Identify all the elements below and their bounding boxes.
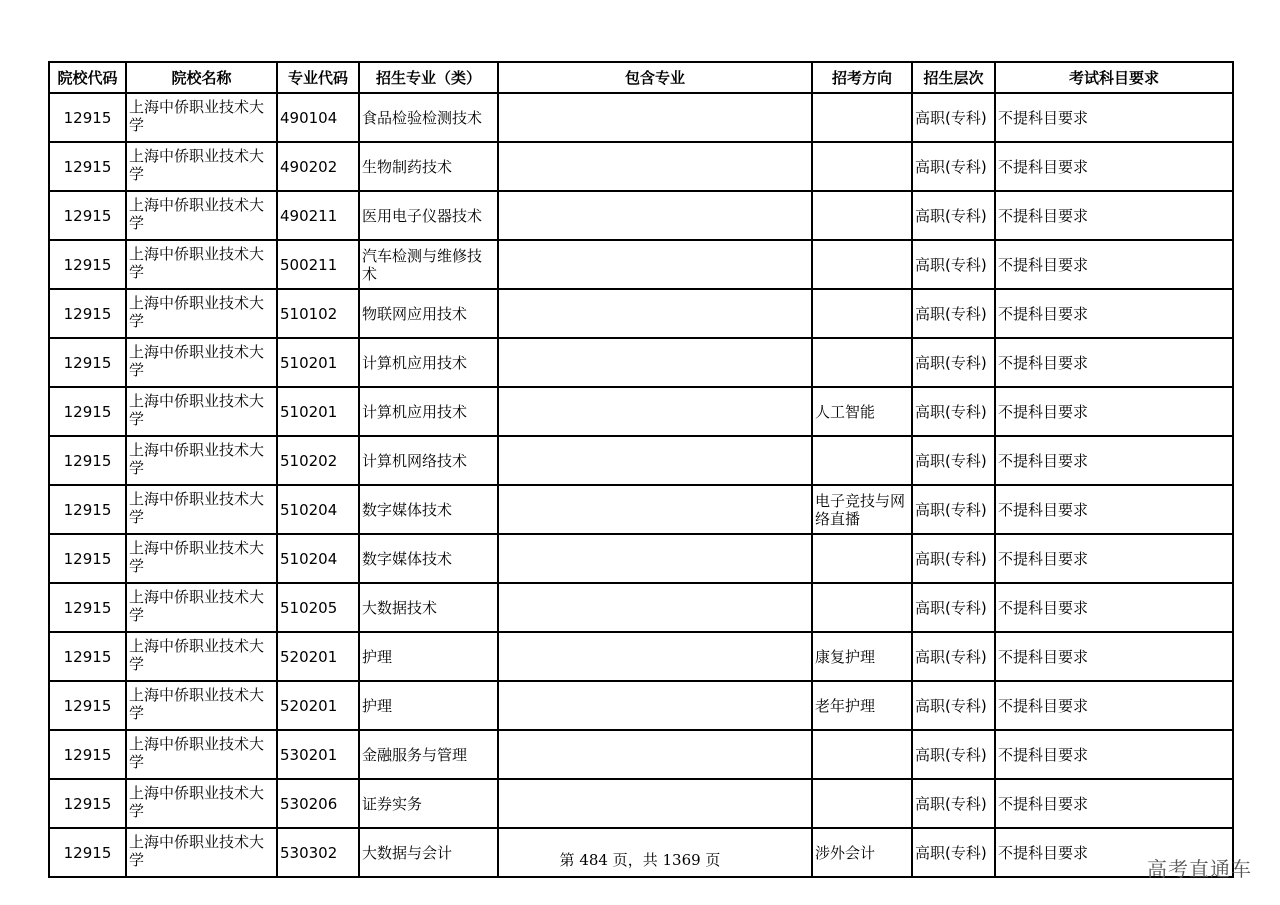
table-row (49, 240, 1233, 289)
cell-direction (812, 779, 912, 828)
cell-direction (812, 534, 912, 583)
cell-major: 医用电子仪器技术 (359, 191, 498, 240)
cell-included-majors (498, 632, 812, 681)
cell-requirement: 不提科目要求 (995, 828, 1233, 877)
cell-requirement: 不提科目要求 (995, 779, 1233, 828)
cell-major: 食品检验检测技术 (359, 93, 498, 142)
cell-major-code: 510201 (277, 387, 359, 436)
cell-major: 护理 (359, 681, 498, 730)
cell-level: 高职(专科) (912, 289, 995, 338)
cell-school-name: 上海中侨职业技术大学 (126, 338, 277, 387)
cell-included-majors (498, 289, 812, 338)
cell-direction (812, 289, 912, 338)
table-row (49, 779, 1233, 828)
header-requirement: 考试科目要求 (995, 62, 1233, 93)
cell-school-name: 上海中侨职业技术大学 (126, 779, 277, 828)
cell-major: 护理 (359, 632, 498, 681)
cell-requirement: 不提科目要求 (995, 387, 1233, 436)
cell-major: 计算机网络技术 (359, 436, 498, 485)
cell-requirement: 不提科目要求 (995, 240, 1233, 289)
cell-school-name: 上海中侨职业技术大学 (126, 534, 277, 583)
cell-major-code: 490211 (277, 191, 359, 240)
header-major: 招生专业（类） (359, 62, 498, 93)
table-row (49, 534, 1233, 583)
cell-major-code: 500211 (277, 240, 359, 289)
cell-major-code: 490202 (277, 142, 359, 191)
page-footer: 第 484 页，共 1369 页 (559, 851, 721, 869)
cell-requirement: 不提科目要求 (995, 338, 1233, 387)
cell-level: 高职(专科) (912, 191, 995, 240)
cell-school-name: 上海中侨职业技术大学 (126, 93, 277, 142)
cell-school-name: 上海中侨职业技术大学 (126, 289, 277, 338)
cell-direction (812, 436, 912, 485)
cell-requirement: 不提科目要求 (995, 485, 1233, 534)
cell-school-code: 12915 (49, 338, 126, 387)
cell-major: 数字媒体技术 (359, 485, 498, 534)
cell-major-code: 510201 (277, 338, 359, 387)
header-direction: 招考方向 (812, 62, 912, 93)
cell-school-code: 12915 (49, 632, 126, 681)
cell-school-name: 上海中侨职业技术大学 (126, 436, 277, 485)
cell-major: 大数据技术 (359, 583, 498, 632)
cell-included-majors (498, 779, 812, 828)
cell-school-code: 12915 (49, 436, 126, 485)
cell-requirement: 不提科目要求 (995, 681, 1233, 730)
table-body (49, 93, 1233, 877)
cell-level: 高职(专科) (912, 436, 995, 485)
cell-school-code: 12915 (49, 387, 126, 436)
cell-school-name: 上海中侨职业技术大学 (126, 730, 277, 779)
cell-major: 大数据与会计 (359, 828, 498, 877)
cell-school-name: 上海中侨职业技术大学 (126, 828, 277, 877)
cell-major-code: 530206 (277, 779, 359, 828)
cell-level: 高职(专科) (912, 632, 995, 681)
cell-included-majors (498, 534, 812, 583)
cell-requirement: 不提科目要求 (995, 583, 1233, 632)
cell-major-code: 510102 (277, 289, 359, 338)
cell-school-name: 上海中侨职业技术大学 (126, 387, 277, 436)
cell-included-majors (498, 387, 812, 436)
cell-direction: 涉外会计 (812, 828, 912, 877)
cell-major: 证券实务 (359, 779, 498, 828)
cell-requirement: 不提科目要求 (995, 93, 1233, 142)
cell-major: 生物制药技术 (359, 142, 498, 191)
cell-school-code: 12915 (49, 681, 126, 730)
cell-level: 高职(专科) (912, 485, 995, 534)
cell-included-majors (498, 730, 812, 779)
cell-major: 数字媒体技术 (359, 534, 498, 583)
cell-included-majors (498, 485, 812, 534)
cell-major-code: 510204 (277, 485, 359, 534)
cell-major: 计算机应用技术 (359, 338, 498, 387)
cell-direction (812, 338, 912, 387)
table-row (49, 93, 1233, 142)
cell-level: 高职(专科) (912, 338, 995, 387)
cell-level: 高职(专科) (912, 240, 995, 289)
cell-included-majors (498, 436, 812, 485)
cell-major-code: 530201 (277, 730, 359, 779)
table-row (49, 583, 1233, 632)
cell-level: 高职(专科) (912, 828, 995, 877)
table-row (49, 387, 1233, 436)
cell-included-majors (498, 583, 812, 632)
cell-direction (812, 583, 912, 632)
cell-requirement: 不提科目要求 (995, 730, 1233, 779)
cell-major: 计算机应用技术 (359, 387, 498, 436)
cell-major-code: 510205 (277, 583, 359, 632)
cell-requirement: 不提科目要求 (995, 289, 1233, 338)
cell-school-name: 上海中侨职业技术大学 (126, 240, 277, 289)
cell-level: 高职(专科) (912, 681, 995, 730)
table-row (49, 289, 1233, 338)
cell-level: 高职(专科) (912, 534, 995, 583)
header-major-code: 专业代码 (277, 62, 359, 93)
table-row (49, 485, 1233, 534)
cell-direction: 电子竞技与网络直播 (812, 485, 912, 534)
cell-major-code: 530302 (277, 828, 359, 877)
cell-level: 高职(专科) (912, 93, 995, 142)
cell-school-code: 12915 (49, 534, 126, 583)
cell-school-name: 上海中侨职业技术大学 (126, 632, 277, 681)
cell-school-name: 上海中侨职业技术大学 (126, 485, 277, 534)
cell-requirement: 不提科目要求 (995, 534, 1233, 583)
cell-direction (812, 240, 912, 289)
cell-school-code: 12915 (49, 730, 126, 779)
cell-school-code: 12915 (49, 289, 126, 338)
cell-major: 物联网应用技术 (359, 289, 498, 338)
cell-direction (812, 93, 912, 142)
header-included-majors: 包含专业 (498, 62, 812, 93)
cell-level: 高职(专科) (912, 387, 995, 436)
cell-direction: 康复护理 (812, 632, 912, 681)
cell-requirement: 不提科目要求 (995, 436, 1233, 485)
table-row (49, 142, 1233, 191)
cell-requirement: 不提科目要求 (995, 142, 1233, 191)
cell-included-majors (498, 142, 812, 191)
cell-school-code: 12915 (49, 191, 126, 240)
cell-major-code: 510204 (277, 534, 359, 583)
cell-level: 高职(专科) (912, 583, 995, 632)
header-row (49, 62, 1233, 93)
cell-direction (812, 730, 912, 779)
cell-included-majors (498, 191, 812, 240)
cell-school-name: 上海中侨职业技术大学 (126, 681, 277, 730)
table-row (49, 632, 1233, 681)
cell-major-code: 520201 (277, 632, 359, 681)
cell-major: 汽车检测与维修技术 (359, 240, 498, 289)
cell-school-code: 12915 (49, 240, 126, 289)
cell-level: 高职(专科) (912, 779, 995, 828)
table-row (49, 681, 1233, 730)
watermark-text: 高考直通车 (1147, 857, 1252, 881)
cell-school-code: 12915 (49, 583, 126, 632)
cell-school-code: 12915 (49, 142, 126, 191)
cell-level: 高职(专科) (912, 142, 995, 191)
table-row (49, 191, 1233, 240)
cell-level: 高职(专科) (912, 730, 995, 779)
cell-requirement: 不提科目要求 (995, 191, 1233, 240)
cell-included-majors (498, 681, 812, 730)
cell-included-majors (498, 240, 812, 289)
header-school-code: 院校代码 (49, 62, 126, 93)
cell-direction: 老年护理 (812, 681, 912, 730)
cell-direction: 人工智能 (812, 387, 912, 436)
cell-major-code: 490104 (277, 93, 359, 142)
cell-school-name: 上海中侨职业技术大学 (126, 191, 277, 240)
cell-school-code: 12915 (49, 485, 126, 534)
cell-school-code: 12915 (49, 779, 126, 828)
cell-school-name: 上海中侨职业技术大学 (126, 142, 277, 191)
table-row (49, 338, 1233, 387)
cell-requirement: 不提科目要求 (995, 632, 1233, 681)
admissions-table (48, 61, 1234, 878)
cell-direction (812, 191, 912, 240)
cell-school-name: 上海中侨职业技术大学 (126, 583, 277, 632)
cell-included-majors (498, 338, 812, 387)
table-row (49, 730, 1233, 779)
cell-major: 金融服务与管理 (359, 730, 498, 779)
cell-major-code: 520201 (277, 681, 359, 730)
header-level: 招生层次 (912, 62, 995, 93)
table-row (49, 436, 1233, 485)
cell-included-majors (498, 93, 812, 142)
cell-school-code: 12915 (49, 828, 126, 877)
cell-school-code: 12915 (49, 93, 126, 142)
cell-major-code: 510202 (277, 436, 359, 485)
cell-direction (812, 142, 912, 191)
header-school-name: 院校名称 (126, 62, 277, 93)
